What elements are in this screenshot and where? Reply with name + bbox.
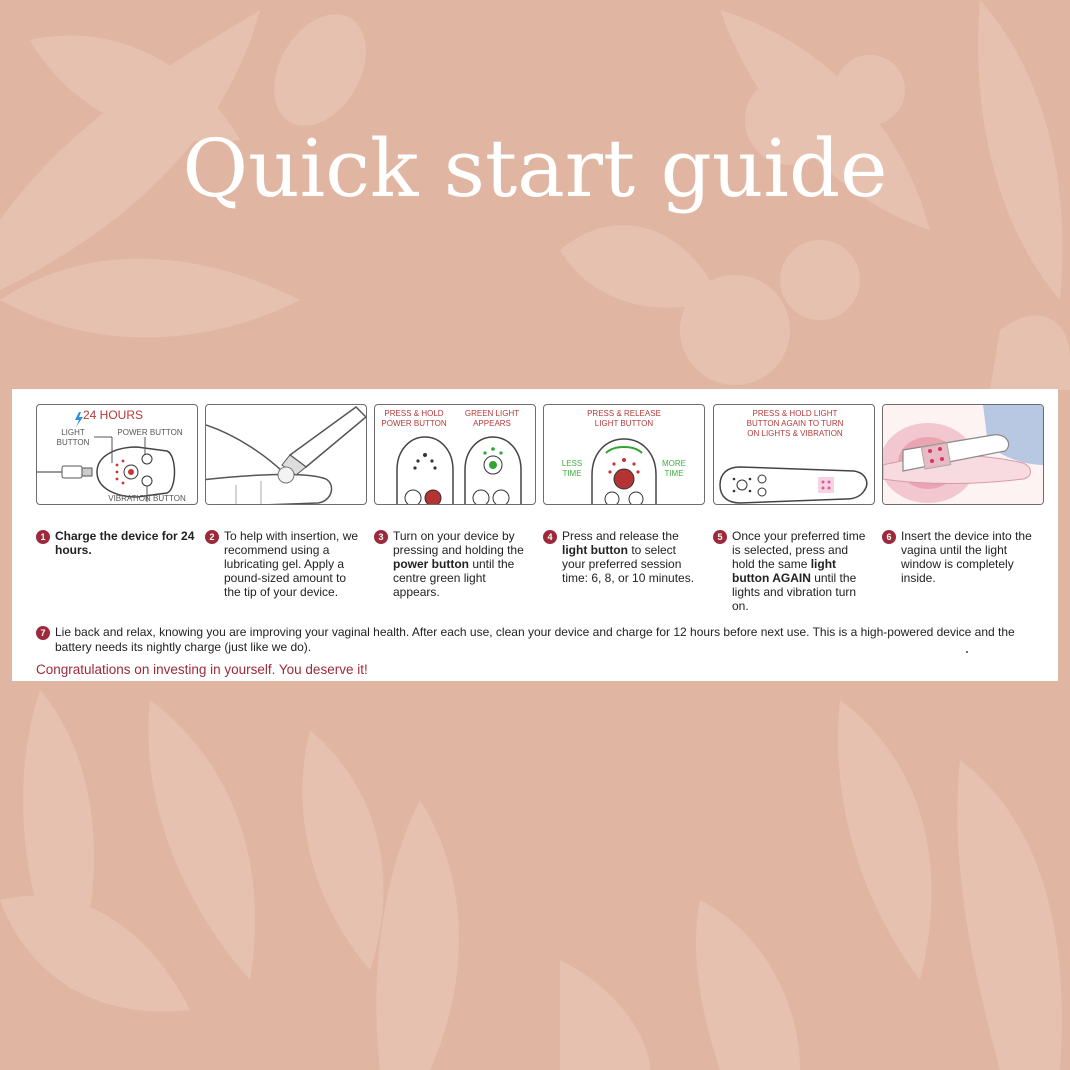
step-number: 3 bbox=[374, 530, 388, 544]
press-release-light-label: PRESS & RELEASE LIGHT BUTTON bbox=[587, 409, 661, 428]
step-text: Lie back and relax, knowing you are improving your vaginal health. After each use, clean your device and charge for 12 hours before next use. This is a high-powered device and the battery needs its nightly charge (just like we do). bbox=[55, 625, 1015, 654]
vibration-button-label: VIBRATION BUTTON bbox=[108, 494, 186, 503]
panel-charge bbox=[36, 404, 198, 505]
step-text: To help with insertion, we recommend using a lubricating gel. Apply a pound-sized amount to the tip of your device. bbox=[224, 529, 359, 599]
panel-select-time bbox=[543, 404, 705, 505]
page-title: Quick start guide bbox=[182, 122, 888, 215]
insertion-illustration bbox=[883, 405, 1044, 505]
step-number: 4 bbox=[543, 530, 557, 544]
step-text: Once your preferred time is selected, press and hold the same light button AGAIN until the lights and vibration turn on. bbox=[732, 529, 866, 613]
step-text: Charge the device for 24 hours. bbox=[55, 529, 195, 557]
step-number: 6 bbox=[882, 530, 896, 544]
less-time-label: LESS TIME bbox=[561, 459, 583, 478]
press-hold-again-label: PRESS & HOLD LIGHT BUTTON AGAIN TO TURN ON LIGHTS & VIBRATION bbox=[746, 409, 844, 438]
congratulations-text: Congratulations on investing in yourself. You deserve it! bbox=[36, 662, 368, 677]
panel-lights-vibration bbox=[713, 404, 875, 505]
charge-hours-label: 24 HOURS bbox=[83, 408, 144, 422]
green-light-appears-label: GREEN LIGHT APPEARS bbox=[464, 409, 520, 428]
light-button-label: LIGHT BUTTON bbox=[56, 428, 90, 447]
step-number: 1 bbox=[36, 530, 50, 544]
instruction-card bbox=[12, 389, 1058, 681]
power-button-label: POWER BUTTON bbox=[117, 428, 183, 437]
stray-dot bbox=[966, 651, 968, 653]
more-time-label: MORE TIME bbox=[662, 459, 686, 478]
panel-insert bbox=[882, 404, 1044, 505]
lubricant-application-illustration bbox=[206, 405, 367, 505]
step-text: Press and release the light button to select your preferred session time: 6, 8, or 10 minutes. bbox=[562, 529, 695, 585]
panel-lubricate bbox=[205, 404, 367, 505]
step-number: 2 bbox=[205, 530, 219, 544]
panel-power-on bbox=[374, 404, 536, 505]
step-number: 7 bbox=[36, 626, 50, 640]
step-text: Turn on your device by pressing and holding the power button until the centre green light appears. bbox=[393, 529, 524, 599]
press-hold-power-label: PRESS & HOLD POWER BUTTON bbox=[381, 409, 447, 428]
step-number: 5 bbox=[713, 530, 727, 544]
step-text: Insert the device into the vagina until the light window is completely inside. bbox=[901, 529, 1032, 585]
